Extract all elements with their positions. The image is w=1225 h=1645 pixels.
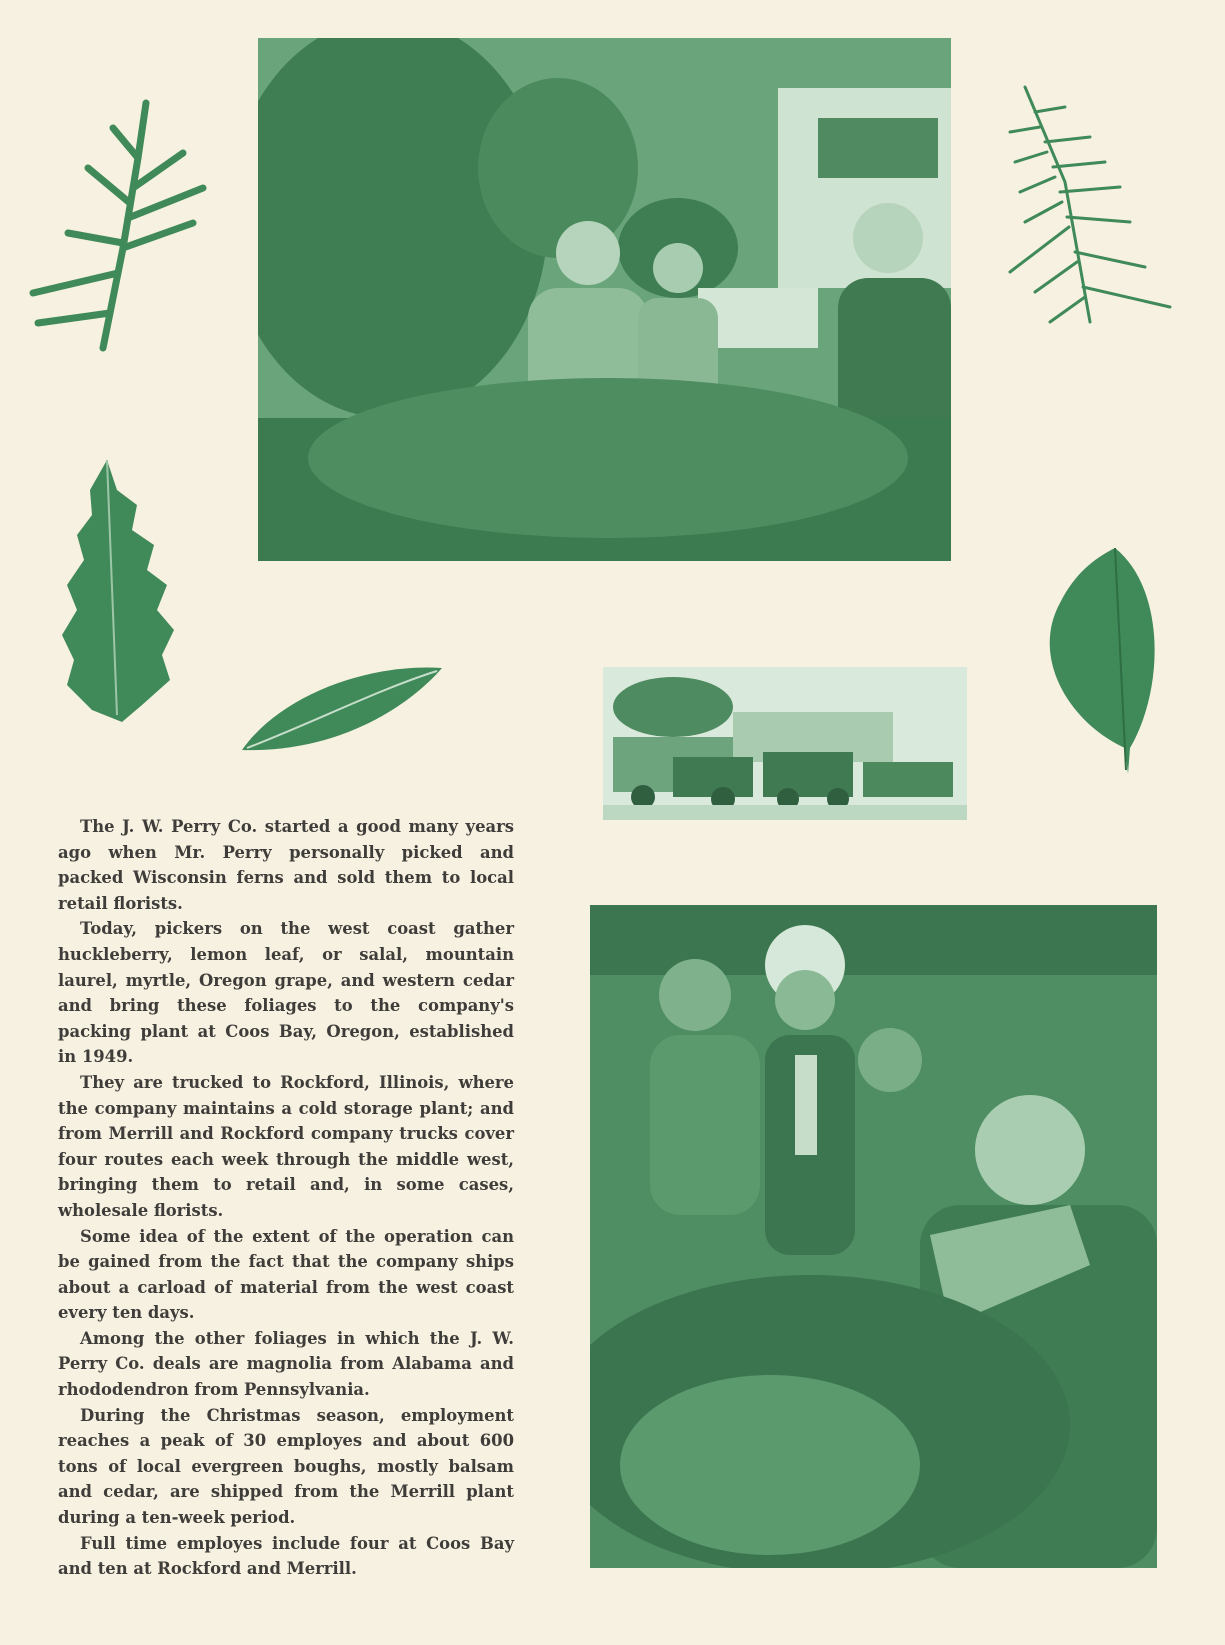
paragraph: They are trucked to Rockford, Illinois, where the company maintains a cold storage plant; and from Merrill and Rockford company trucks cover four routes each week through the middle west, bringing them to retail and, in some cases, wholesale florists. bbox=[58, 1072, 514, 1220]
photo-women-evergreen bbox=[590, 905, 1157, 1568]
paragraph: During the Christmas season, employment reaches a peak of 30 employes and about 600 tons of local evergreen boughs, mostly balsam and cedar, are shipped from the Merrill plant during a ten-week period. bbox=[58, 1405, 514, 1528]
photo-trucks bbox=[603, 667, 967, 820]
paragraph: Among the other foliages in which the J. W. Perry Co. deals are magnolia from Alabama and rhododendron from Pennsylvania. bbox=[58, 1328, 514, 1400]
lemon-leaf-icon bbox=[1040, 548, 1165, 774]
holly-leaf-icon bbox=[62, 460, 177, 722]
article-body bbox=[58, 814, 514, 1582]
cedar-sprig-icon bbox=[18, 98, 213, 353]
photo-women-packing-foliage bbox=[258, 38, 951, 561]
paragraph: The J. W. Perry Co. started a good many years ago when Mr. Perry personally picked and packed Wisconsin ferns and sold them to local retail florists. bbox=[58, 817, 514, 913]
paragraph: Today, pickers on the west coast gather huckleberry, lemon leaf, or salal, mountain laurel, myrtle, Oregon grape, and western cedar and bring these foliages to the company's packing plant at Coos Bay, Oregon, established in 1949. bbox=[58, 919, 514, 1067]
myrtle-leaf-icon bbox=[242, 663, 444, 753]
paragraph: Some idea of the extent of the operation can be gained from the fact that the company ships about a carload of material from the west coast every ten days. bbox=[58, 1226, 514, 1323]
fern-frond-icon bbox=[995, 82, 1180, 337]
paragraph: Full time employes include four at Coos Bay and ten at Rockford and Merrill. bbox=[58, 1533, 514, 1579]
